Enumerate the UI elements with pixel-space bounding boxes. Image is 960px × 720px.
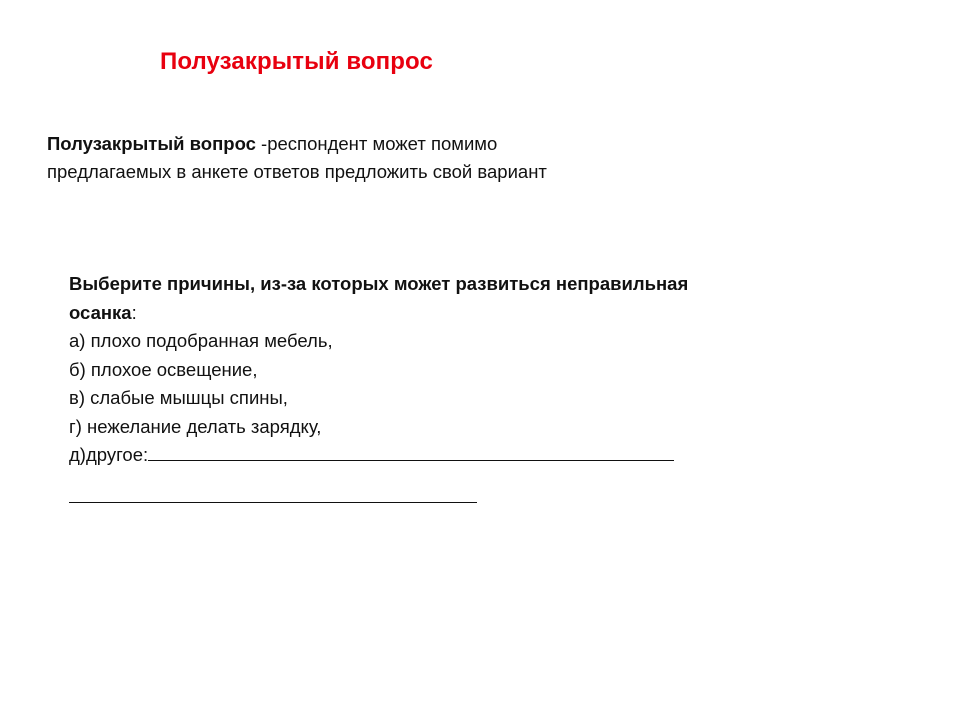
slide-title: Полузакрытый вопрос bbox=[160, 48, 433, 75]
sample-question bbox=[69, 270, 709, 503]
question-text bbox=[69, 270, 709, 327]
answer-option-other bbox=[69, 441, 709, 470]
other-answer-blank-line-2 bbox=[69, 484, 477, 503]
question-colon: : bbox=[131, 301, 137, 323]
definition-term: Полузакрытый вопрос bbox=[47, 133, 256, 154]
other-label: д)другое: bbox=[69, 444, 149, 465]
answer-option-b: б) плохое освещение, bbox=[69, 358, 258, 380]
answer-option-a: а) плохо подобранная мебель, bbox=[69, 330, 333, 351]
question-bold-text: Выберите причины, из-за которых может развиться неправильная осанка bbox=[69, 273, 689, 323]
definition-paragraph bbox=[47, 130, 607, 186]
definition-text: -респондент может помимо предлагаемых в анкете ответов предложить свой вариант bbox=[47, 133, 547, 182]
other-answer-blank-line bbox=[148, 442, 674, 461]
answer-option-d: г) нежелание делать зарядку, bbox=[69, 415, 322, 437]
answer-option-c: в) слабые мышцы спины, bbox=[69, 387, 288, 408]
